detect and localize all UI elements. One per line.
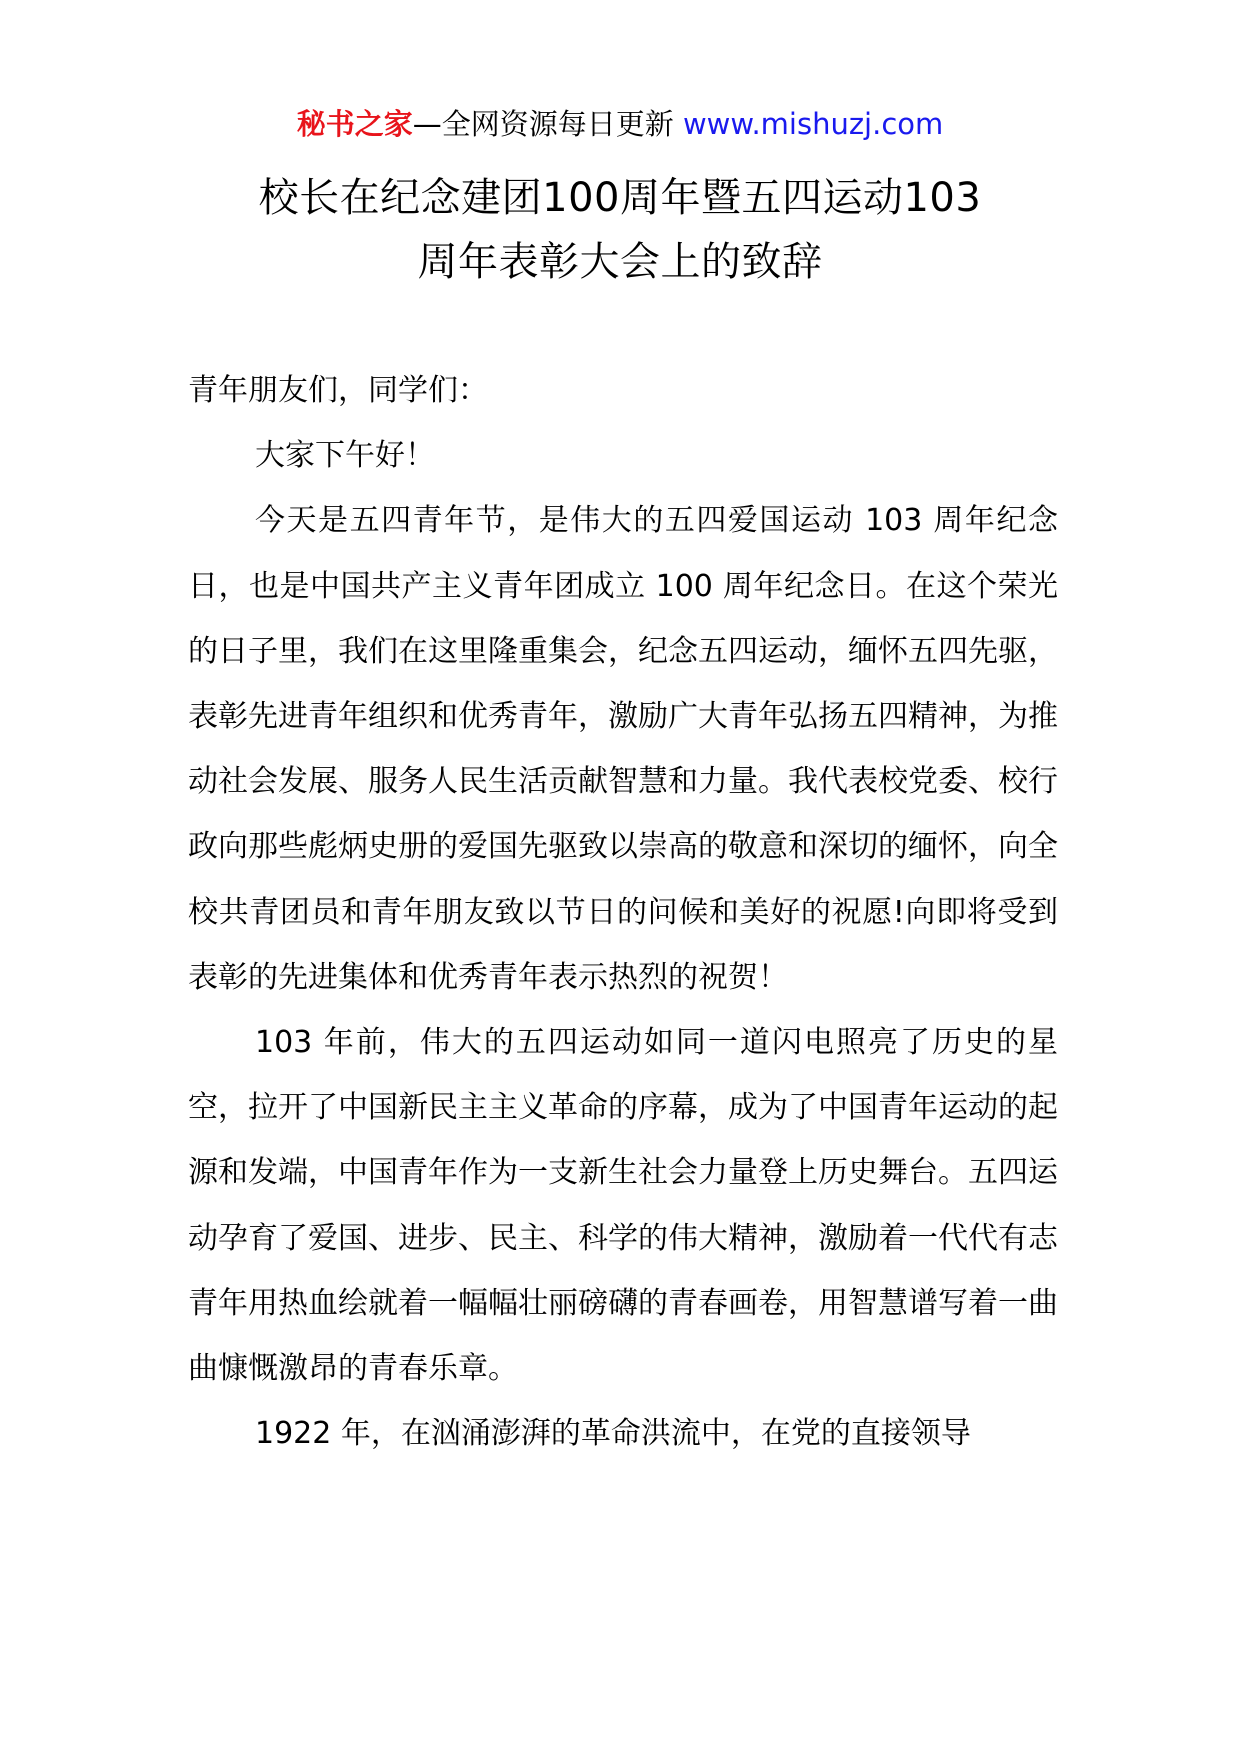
header-tagline: —全网资源每日更新 [412,107,674,141]
title-line-2: 周年表彰大会上的致辞 [417,239,823,285]
paragraph-1: 今天是五四青年节，是伟大的五四爱国运动 103 周年纪念日，也是中国共产主义青年团成立 100 周年纪念日。在这个荣光的日子里，我们在这里隆重集会，纪念五四运动，缅怀五四先驱，表彰先进青年组织和优秀青年，激励广大青年弘扬五四精神，为推动社会发展、服务人民生活贡献智慧和力量。我代表校党委、校行政向那些彪炳史册的爱国先驱致以崇高的敬意和深切的缅怀，向全校共青团员和青年朋友致以节日的问候和美好的祝愿!向即将受到表彰的先进集体和优秀青年表示热烈的祝贺！ [188,503,1058,995]
document-body [188,358,1058,1466]
site-url-link[interactable]: www.mishuzj.com [682,107,944,141]
site-header [0,104,1240,144]
document-title [150,166,1090,294]
paragraph-3: 1922 年，在汹涌澎湃的革命洪流中，在党的直接领导 [255,1416,971,1452]
greeting: 大家下午好！ [255,438,435,474]
paragraph-2: 103 年前，伟大的五四运动如同一道闪电照亮了历史的星空，拉开了中国新民主主义革命的序幕，成为了中国青年运动的起源和发端，中国青年作为一支新生社会力量登上历史舞台。五四运动孕育了爱国、进步、民主、科学的伟大精神，激励着一代代有志青年用热血绘就着一幅幅壮丽磅礴的青春画卷，用智慧谱写着一曲曲慷慨激昂的青春乐章。 [188,1025,1058,1387]
brand-name: 秘书之家 [296,107,413,141]
salutation: 青年朋友们，同学们： [188,373,488,408]
title-line-1: 校长在纪念建团100周年暨五四运动103 [258,175,982,221]
